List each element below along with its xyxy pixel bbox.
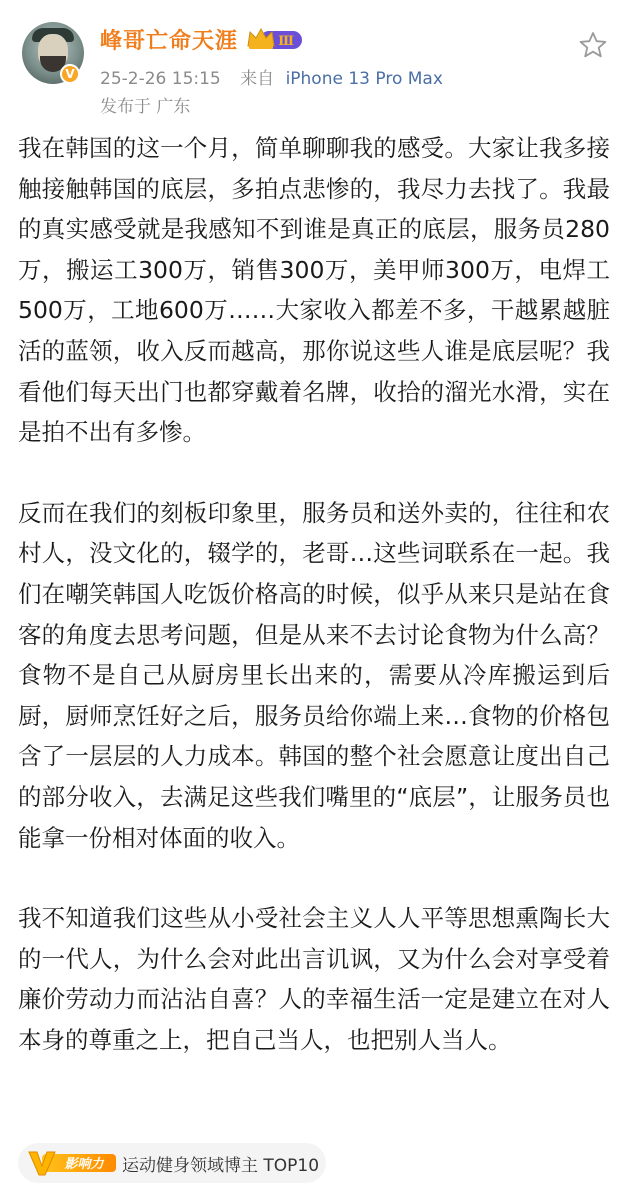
level-badge-text: Ⅲ bbox=[278, 34, 294, 49]
source-prefix: 来自 bbox=[240, 69, 275, 89]
post-body bbox=[18, 128, 610, 1060]
post-meta bbox=[100, 64, 443, 89]
post-paragraph-3: 我不知道我们这些从小受社会主义人人平等思想熏陶长大的一代人，为什么会对此出言讥讽，又为什么会对享受着廉价劳动力而沾沾自喜？人的幸福生活一定是建立在对人本身的尊重之上，把自己当人，也把别人当人。 bbox=[18, 904, 610, 1054]
device-link[interactable]: iPhone 13 Pro Max bbox=[285, 69, 443, 89]
member-level-badge-icon[interactable] bbox=[246, 26, 304, 52]
influence-v-icon bbox=[28, 1150, 118, 1176]
post-paragraph-1: 我在韩国的这一个月，简单聊聊我的感受。大家让我多接触接触韩国的底层，多拍点悲惨的，我尽力去找了。我最的真实感受就是我感知不到谁是真正的底层，服务员280万，搬运工300万，销售300万，美甲师300万，电焊工500万，工地600万……大家收入都差不多，干越累越脏活的蓝领，收入反而越高，那你说这些人谁是底层呢？我看他们每天出门也都穿戴着名牌，收拾的溜光水滑，实在是拍不出有多惨。 bbox=[18, 134, 610, 447]
verified-badge-icon: V bbox=[60, 64, 80, 84]
author-name[interactable]: 峰哥亡命天涯 bbox=[100, 29, 239, 54]
post-location: 发布于 广东 bbox=[100, 97, 191, 117]
influence-tag[interactable] bbox=[18, 1143, 326, 1183]
post-paragraph-2: 反而在我们的刻板印象里，服务员和送外卖的，往往和农村人，没文化的，辍学的，老哥…这些词联系在一起。我们在嘲笑韩国人吃饭价格高的时候，似乎从来只是站在食客的角度去思考问题，但是从来不去讨论食物为什么高？食物不是自己从厨房里长出来的，需要从冷库搬运到后厨，厨师烹饪好之后，服务员给你端上来…食物的价格包含了一层层的人力成本。韩国的整个社会愿意让度出自己的部分收入，去满足这些我们嘴里的“底层”，让服务员也能拿一份相对体面的收入。 bbox=[18, 498, 610, 852]
post-header bbox=[0, 0, 626, 120]
influence-icon-label: 影响力 bbox=[64, 1157, 104, 1172]
influence-tag-text: 运动健身领域博主 TOP10 bbox=[122, 1155, 320, 1176]
star-outline-icon[interactable] bbox=[578, 30, 608, 60]
post-timestamp: 25-2-26 15:15 bbox=[100, 69, 221, 89]
